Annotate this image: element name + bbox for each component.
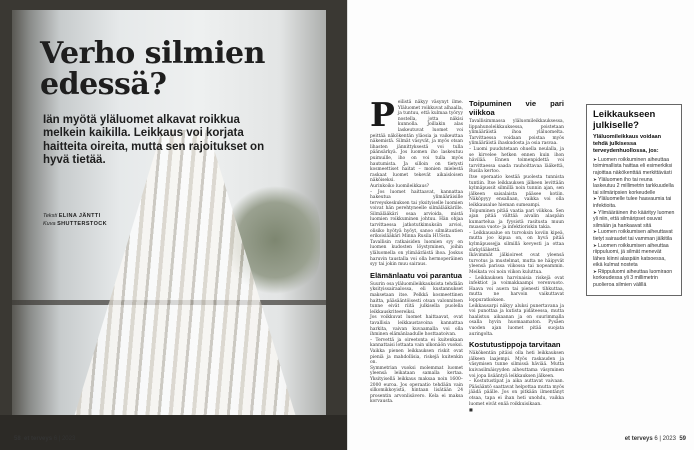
info-box-list <box>593 157 675 288</box>
info-box-subtitle: Yläluomileikkaus voidaan tehdä julkisessa terveydenhuollossa, jos: <box>593 134 662 154</box>
article-headline: Verho silmien edessä? <box>40 36 265 102</box>
body-paragraph: – Luomi puudutetaan ohuella neulalla, ja se kirvelee hetken ennen kuin ihon hävilää. Ennen toimenpidettä voi tarvittaessa saada rauhoittavaa lääkettä, Rusila kertoo. <box>469 146 564 175</box>
info-box-item: ➤ Yläluomelle tulee haavaumia tai infektioita. <box>593 196 675 209</box>
body-paragraph: – Leikkausalue on turvoksin koviin kipeä, mutta joo kipua on, on hyvä pitää kylmäpussejja silmillä kevyesti ja ottaa särkylääkettä. <box>469 230 564 253</box>
window-sill <box>0 415 347 450</box>
section-heading: Kostutustippoja tarvitaan <box>469 340 561 350</box>
article-credits <box>43 212 107 228</box>
info-box-item: ➤ Yläluomen iho tai reuna laskeutuu 2 millimetrin tarkkuudella tai silmäripsien korkeudelle <box>593 177 675 196</box>
body-paragraph: Näkökentän pitäisi olla heti leikkauksen jälkeen laajempi. Myös raskauden ja väsymisen tunne silmissä häviää. Mutta kuivasilmäisyyden aiheuttama väsyminen voi jopa lisääntyä leikkauksen jälkeen. <box>469 351 564 379</box>
body-paragraph: Symmetrian vuoksi molemmat luomet yleensä leikataan samalla kertaa. Yksityisellä leikkaus maksaa noin 1600–2000 euroa. Jos operaatio tehdään vain silkomikkoyistä, hintaan lisätään 24 prosentin arvonlisävero. Kela ei maksa korvausta. <box>370 365 463 405</box>
right-page <box>347 0 694 450</box>
body-paragraph: Suurin osa yläluomileikkauksista tehdään yksityissairaalossa, eli kustannukset maksetaan itse. Pelkkä kosmeettinen haitta, pääsääntöisesti otsan valonnitsen tunne eivät riitä julkisella puolella leikkauskriteereiksi. <box>370 281 463 315</box>
end-mark: ■ <box>469 407 473 413</box>
info-box <box>586 104 682 296</box>
body-paragraph: Jos voikkuvat luomet haittaavat, ovat tavallisia leikkaustavoina kannattaa harkita, vaivan kuvaamalla voi olla ihminen elämänlaadulle hosttaatoivan. <box>370 315 463 338</box>
folio-right: et terveys 6 | 2023 59 <box>624 436 686 442</box>
article-column-2 <box>469 96 564 414</box>
body-paragraph: – Jos luomet haittaavat, kannattaa hakeutua ylimääräisille terveyskeskuksen tai yksityiselle luomien voivat hän perehtyneelle silmälääkärille. Silmälääkäri osaa arvioida, mistä luomien roikkuminen johtuu. Hän ohjaa tarvittaessa jatkotutkimuksiin arvioi, olisiko hyötyä hyöyt, sanoo silmätautien erikoislääkäri Minna Rusila HUSsta. <box>370 189 463 240</box>
info-box-item: ➤ Luomen roikkumisen aiheuttavat tietyt sairaudet tai vamman jälkitila <box>593 229 675 242</box>
info-box-title: Leikkaukseen julkiselle? <box>593 109 656 131</box>
body-paragraph: Aurinkoiko luomileikkaus? <box>370 183 429 189</box>
folio-left: 58 et terveys 6 | 2023 <box>14 436 76 442</box>
article-lede: Iän myötä yläluomet alkavat roikkua melkein kaikilla. Leikkaus voi korjata haitteita oireita, mutta sen rajoitukset on hyvä tietää. <box>43 114 265 167</box>
section-heading: Elämänlaatu voi parantua <box>370 270 462 280</box>
body-paragraph: – Tervettä ja oireetonta ei kuitenkaan kannattaisi lottaata vain ulkonäön vuoksi. Vaikka pienen leikkauksen riskit ovat pieniä ja mahdollisia, riskejä kuitenkin on. <box>370 337 463 366</box>
body-paragraph: Itse operaatio kestää puolesta tunnista tuntiin. Itse leikkauksen jälkeen levittään kylmäpussit silmillä noin tunnin ajan, sen jälkeen saisalaista pääsee kotiin. Näköpyyy ensallaan, vaikka voi olla leikkausalue hieman sumeampi. <box>469 174 564 208</box>
body-paragraph: Tavallisimmassa yläluomileikkauksessa, lippahunoleikkauksessa, poistetaan ylimääräistä ihoa yläluomelta. Tarvittaessa voidaan poistaa myös ylimääräistä ihaskudosta ja osia rasvaa. <box>469 119 564 147</box>
column-2-body <box>469 99 564 414</box>
drop-cap: P <box>370 95 395 134</box>
body-paragraph: eilistä näkyy väsynyt ilme. Yläluomet roikkuvat alhaalla, ja tuntuu, että kulmaa työryy nostella, jotta näkisi kunnolla. Joillakin alas laskeutuvat luomet voi peittää näkökentän yläosia ja vaikeuttaa näkemistä. Silmät väsyvät, ja myös otsan lihasten jännittyksestä voi tulla päänsärkyä. Jos luomen iho laskeutuu puimuille, iho on voi tulla myös hautumista. Ja silloin on tietysti kosmeettiset haitat – monien mielestä raskaat luomet tekevät aikaisloisen näköiseksi. <box>370 100 464 184</box>
body-paragraph: – Kostutustipat ja aika auttavat vaivaan. Pääsääntö saattavat helpottaa mutta myös jäädä päälle. Jos on pitkään ilmentänyt otsaa, tapa ei ihan heti unohdu, vaikka luomet eivät enää roikkuisikaan. <box>469 379 564 407</box>
column-1-body <box>370 95 464 405</box>
body-paragraph: Leikkausarpi näkyy aluksi punertavana ja voi punottaa ja kutista pidäteessa, mutta haalistuu aikaanan ja on suurimmalla osalla hyvin huomaamaton. Pysåen vuoden ajan luomet pitää suojata auringolta. <box>469 303 564 337</box>
body-paragraph: Toipuminen pitää vaatia pari viikkoa. Sen ajan pitää välttää aivalin alaspäin kumartelua ja fyysistä rasitusta muun muassa vuoto- ja infektioriskin takia. <box>469 208 564 231</box>
credit-photo: Kuva SHUTTERSTOCK <box>43 221 108 227</box>
body-paragraph: Ikävimmät jälkioireet ovat yleensä turvotus ja mustelmat, mutta ne häipyvät yleensä parissa viikossa tai nopeammin. Meikata voi noin viikon kuluttua. <box>469 253 564 276</box>
info-box-item: ➤ Ylimääräinen iho käärityy luomen yli niin, että silmäripset osuvat silmään ja hankaavat sitä <box>593 210 675 229</box>
credit-text: Teksti ELINA JÄNTTI <box>43 213 101 219</box>
info-box-item: ➤ Riippuluomi aiheuttaa luomiraon korkeudessa yli 3 millimetrin puolieroa silmien välillä <box>593 269 675 288</box>
window-frame-left <box>0 0 12 450</box>
article-column-1 <box>370 95 464 405</box>
window-frame-right <box>326 0 347 450</box>
body-paragraph: – Leikkauksen harvinaisia riskejä ovat infektiot ja voimakkaampi verenvuoto. Haava voi auera tai pienesti tihkuttaa, mutta ne harvoin vaikuttavat loppuratkoksen. <box>469 275 564 303</box>
body-paragraph: Tavallisin ratkaisiden luomien syy on luomen kudosten löystyminen, joihin yläluomella on ylimääräistä ihoa. Joskus haruvin taustalla voi olla hermoperäinen syy tai jokin muu sairaus. <box>370 239 463 268</box>
window-frame-top <box>0 0 347 10</box>
info-box-item: ➤ Luomen roikkuminen aiheuttaa toimimallista haittaa eli esimerkiksi rajoittaa näkökenttää merkittävästi <box>593 157 675 176</box>
info-box-item: ➤ Luomen roikkumisen aiheuttaa riippuluomi, jä silmät menevät lähes kiinni alaspäin katsoessa, eikä kulmat nosteta <box>593 243 675 269</box>
section-heading: Toipuminen vie pari viikkoa <box>469 99 564 117</box>
